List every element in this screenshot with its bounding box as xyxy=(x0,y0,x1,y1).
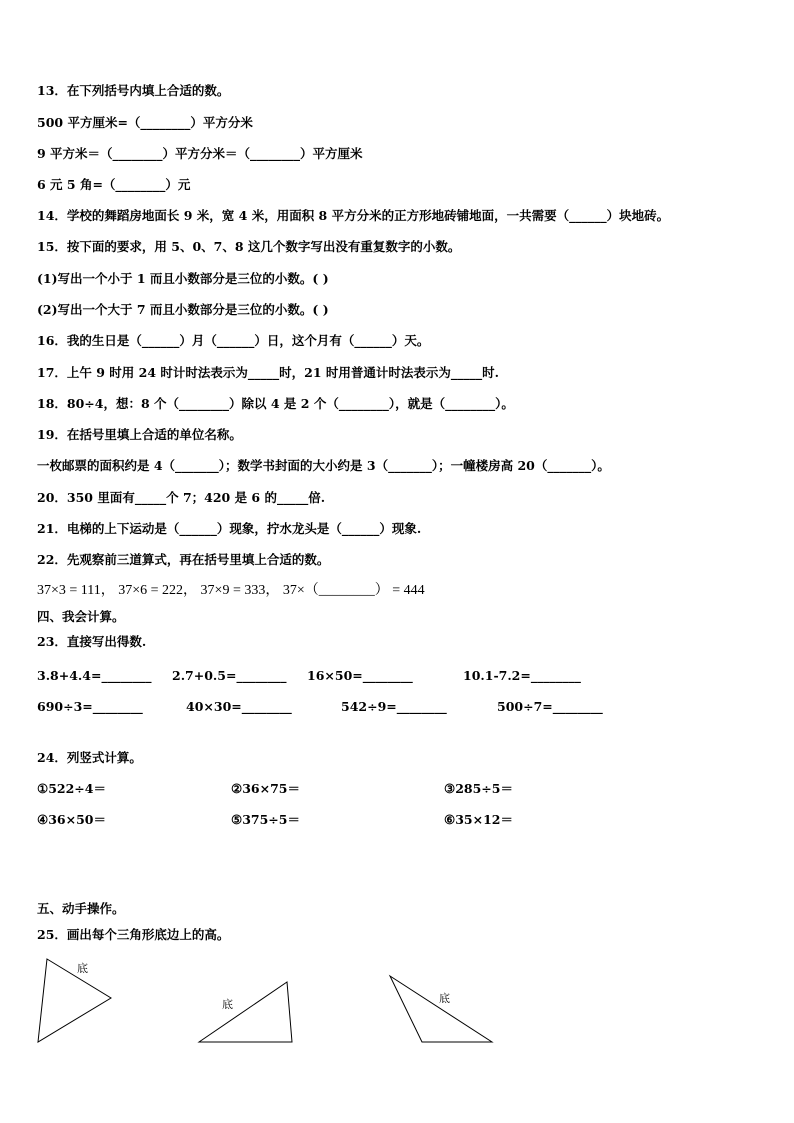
q23-item: 2.7+0.5=________ xyxy=(172,668,287,683)
section5-title: 五、动手操作。 xyxy=(37,901,125,916)
q24-title: 24．列竖式计算。 xyxy=(37,750,142,765)
q18-text: 18．80÷4，想：8 个（________）除以 4 是 2 个（________），就是（________）。 xyxy=(37,396,514,411)
q15-item2: (2)写出一个大于 7 而且小数部分是三位的小数。( ) xyxy=(37,302,329,317)
q22-equations: 37×3 = 111， 37×6 = 222， 37×9 = 333， 37×（________） = 444 xyxy=(37,583,425,598)
q23-item: 3.8+4.4=________ xyxy=(37,668,152,683)
q20-text: 20．350 里面有_____个 7；420 是 6 的_____倍. xyxy=(37,490,326,505)
q24-item: ③285÷5＝ xyxy=(444,781,513,796)
q13-line2: 9 平方米＝（________）平方分米＝（________）平方厘米 xyxy=(37,146,363,161)
q17-text: 17．上午 9 时用 24 时计时法表示为_____时，21 时用普通计时法表示为_____时. xyxy=(37,365,499,380)
triangle-1 xyxy=(38,959,111,1042)
q21-text: 21．电梯的上下运动是（______）现象，拧水龙头是（______）现象. xyxy=(37,521,422,536)
q23-item: 16×50=________ xyxy=(307,668,413,683)
q23-item: 542÷9=________ xyxy=(341,699,447,714)
section4-title: 四、我会计算。 xyxy=(37,609,125,624)
q23-title: 23．直接写出得数. xyxy=(37,634,147,649)
q23-item: 500÷7=________ xyxy=(497,699,603,714)
q15-title: 15．按下面的要求，用 5、0、7、8 这几个数字写出没有重复数字的小数。 xyxy=(37,239,461,254)
triangle-3-base-label: 底 xyxy=(439,992,450,1005)
q24-item: ⑤375÷5＝ xyxy=(231,812,300,827)
q23-item: 690÷3=________ xyxy=(37,699,143,714)
q14-text: 14．学校的舞蹈房地面长 9 米，宽 4 米，用面积 8 平方分米的正方形地砖铺地面，一共需要（______）块地砖。 xyxy=(37,208,670,223)
q25-title: 25．画出每个三角形底边上的高。 xyxy=(37,927,230,942)
triangle-2-base-label: 底 xyxy=(222,998,233,1011)
q24-item: ①522÷4＝ xyxy=(37,781,106,796)
q13-title: 13．在下列括号内填上合适的数。 xyxy=(37,83,230,98)
q23-item: 40×30=________ xyxy=(186,699,292,714)
triangle-1-base-label: 底 xyxy=(77,962,88,975)
q22-title: 22．先观察前三道算式，再在括号里填上合适的数。 xyxy=(37,552,330,567)
q13-line3: 6 元 5 角=（________）元 xyxy=(37,177,191,192)
triangle-2 xyxy=(199,982,292,1042)
q16-text: 16．我的生日是（______）月（______）日，这个月有（______）天。 xyxy=(37,333,430,348)
q19-line: 一枚邮票的面积约是 4（_______）；数学书封面的大小约是 3（_______）；一幢楼房高 20（_______）。 xyxy=(37,458,610,473)
q13-line1: 500 平方厘米=（________）平方分米 xyxy=(37,115,253,130)
q24-item: ②36×75＝ xyxy=(231,781,300,796)
q19-title: 19．在括号里填上合适的单位名称。 xyxy=(37,427,242,442)
q24-item: ④36×50＝ xyxy=(37,812,106,827)
q24-item: ⑥35×12＝ xyxy=(444,812,513,827)
triangle-3 xyxy=(390,976,492,1042)
q23-item: 10.1-7.2=________ xyxy=(463,668,581,683)
q15-item1: (1)写出一个小于 1 而且小数部分是三位的小数。( ) xyxy=(37,271,329,286)
